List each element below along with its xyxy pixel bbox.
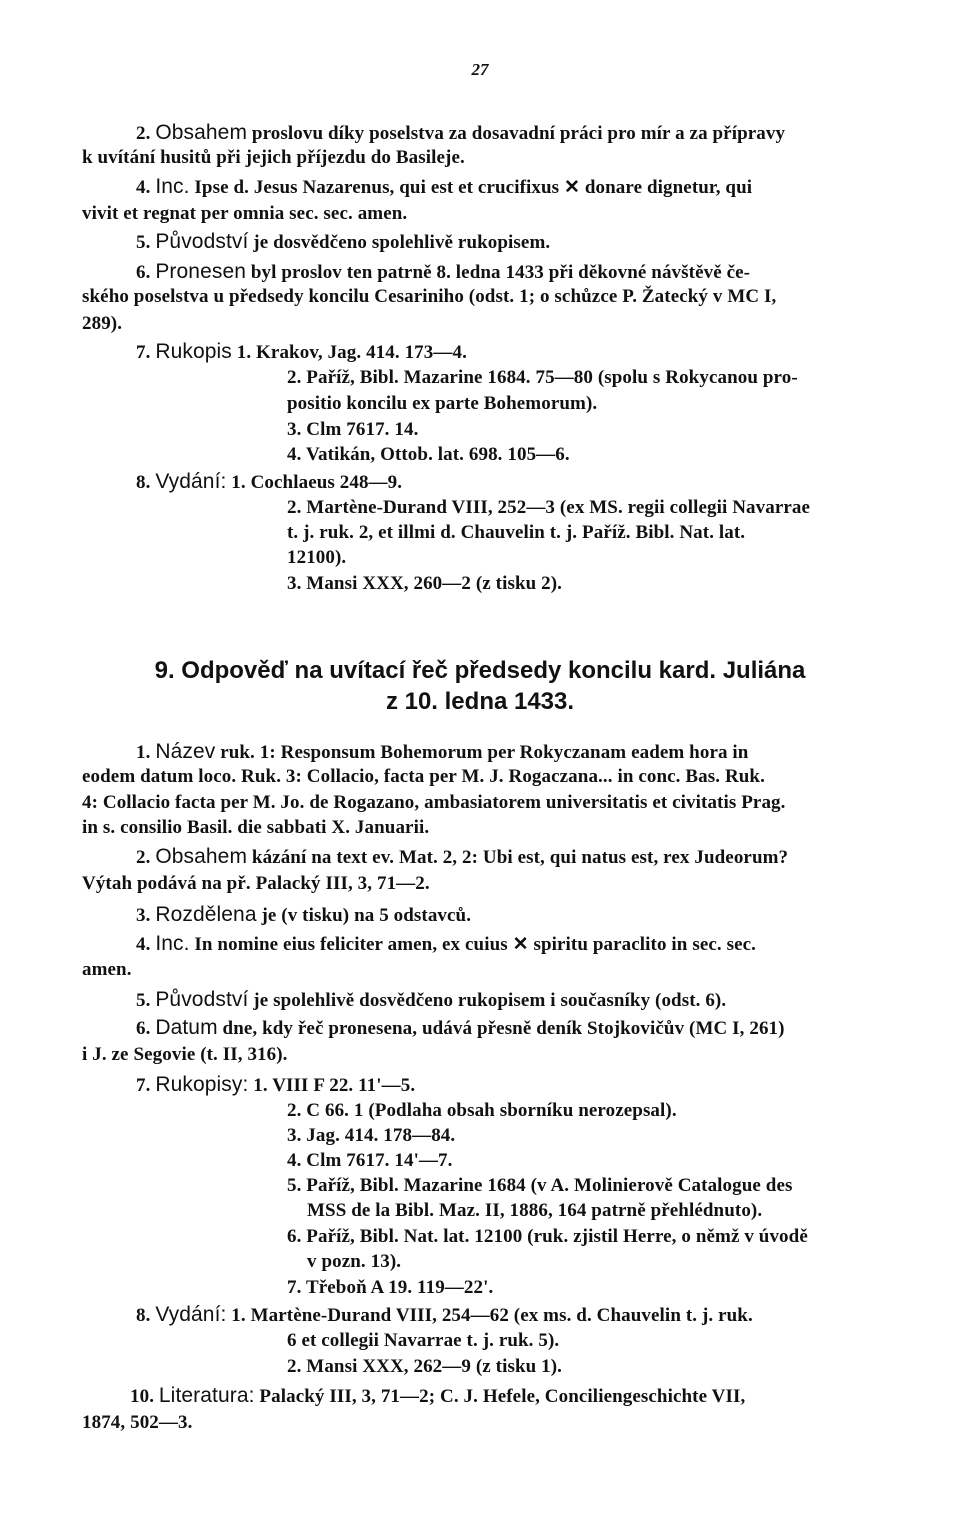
paragraph-label: Původství (155, 230, 249, 253)
s8-obsahem-line-2: k uvítání husitů při jejich příjezdu do Basileje. (82, 147, 465, 168)
paragraph-label: Literatura: (158, 1384, 255, 1407)
s8-vydani-item-2-cont: t. j. ruk. 2, et illmi d. Chauvelin t. j. Paříž. Bibl. Nat. lat. (287, 522, 746, 543)
s9-obsahem-line-2: Výtah podává na př. Palacký III, 3, 71—2. (82, 873, 430, 894)
s8-vydani-line-1: 8. Vydání: 1. Cochlaeus 248—9. (136, 470, 403, 493)
section-heading-date: z 10. ledna 1433. (385, 688, 575, 715)
s8-rukopis-item-2: 2. Paříž, Bibl. Mazarine 1684. 75—80 (spolu s Rokycanou pro- (287, 367, 798, 388)
s8-vydani-item-2-end: 12100). (287, 547, 347, 568)
s9-inc-line-2: amen. (82, 959, 132, 980)
s9-rukopisy-item-7: 7. Třeboň A 19. 119—22'. (287, 1277, 494, 1298)
s9-rukopisy-item-5: 5. Paříž, Bibl. Mazarine 1684 (v A. Molinierově Catalogue des (287, 1175, 793, 1196)
s9-datum-line-2: i J. ze Segovie (t. II, 316). (82, 1044, 288, 1065)
paragraph-label: Rozdělena (155, 903, 257, 926)
s9-nazev-line-3: 4: Collacio facta per M. Jo. de Rogazano, ambasiatorem universitatis et civitatis Prag. (82, 792, 786, 813)
s9-literatura-line-2: 1874, 502—3. (82, 1412, 193, 1433)
paragraph-label: Inc. (155, 175, 190, 198)
paragraph-label: Název (155, 740, 216, 763)
s8-rukopis-item-2-cont: positio koncilu ex parte Bohemorum). (287, 393, 598, 414)
s9-nazev-line-4: in s. consilio Basil. die sabbati X. Januarii. (82, 817, 430, 838)
s9-rukopisy-item-3: 3. Jag. 414. 178—84. (287, 1125, 456, 1146)
paragraph-label: Datum (155, 1016, 218, 1039)
section-heading: 9. Odpověď na uvítací řeč předsedy koncilu kard. Juliána (154, 657, 806, 684)
s8-puvodstvi-line: 5. Původství je dosvědčeno spolehlivě rukopisem. (136, 230, 551, 253)
s8-rukopis-item-3: 3. Clm 7617. 14. (287, 419, 419, 440)
paragraph-label: Vydání: (155, 1303, 227, 1326)
s9-inc-line-1: 4. Inc. In nomine eius feliciter amen, ex cuius ✕ spiritu paraclito in sec. sec. (136, 932, 756, 955)
s8-inc-line-2: vivit et regnat per omnia sec. sec. amen. (82, 203, 408, 224)
paragraph-label: Obsahem (155, 845, 248, 868)
s8-rukopis-line-1: 7. Rukopis 1. Krakov, Jag. 414. 173—4. (136, 340, 467, 363)
paragraph-label: Inc. (155, 932, 190, 955)
s9-datum-line-1: 6. Datum dne, kdy řeč pronesena, udává přesně deník Stojkovičův (MC I, 261) (136, 1016, 785, 1039)
s9-rukopisy-line-1: 7. Rukopisy: 1. VIII F 22. 11'—5. (136, 1073, 416, 1096)
s8-vydani-item-2: 2. Martène-Durand VIII, 252—3 (ex MS. regii collegii Navarrae (287, 497, 811, 518)
s8-obsahem-line-1: 2. Obsahem proslovu díky poselstva za dosavadní práci pro mír a za přípravy (136, 121, 786, 144)
s9-rukopisy-item-4: 4. Clm 7617. 14'—7. (287, 1150, 453, 1171)
paragraph-label: Vydání: (155, 470, 227, 493)
s8-pronesen-line-1: 6. Pronesen byl proslov ten patrně 8. ledna 1433 při děkovné návštěvě če- (136, 260, 751, 283)
page-number: 27 (471, 60, 489, 79)
s8-inc-line-1: 4. Inc. Ipse d. Jesus Nazarenus, qui est et crucifixus ✕ donare dignetur, qui (136, 175, 753, 198)
s9-puvodstvi-line: 5. Původství je spolehlivě dosvědčeno rukopisem i současníky (odst. 6). (136, 988, 727, 1011)
s8-rukopis-item-4: 4. Vatikán, Ottob. lat. 698. 105—6. (287, 444, 570, 465)
s8-vydani-item-3: 3. Mansi XXX, 260—2 (z tisku 2). (287, 573, 563, 594)
s9-rozdelena-line: 3. Rozdělena je (v tisku) na 5 odstavců. (136, 903, 472, 926)
s8-pronesen-line-2: ského poselstva u předsedy koncilu Cesariniho (odst. 1; o schůzce P. Žatecký v MC I, (82, 286, 777, 307)
paragraph-label: Původství (155, 988, 249, 1011)
s9-vydani-item-2: 2. Mansi XXX, 262—9 (z tisku 1). (287, 1356, 563, 1377)
s8-pronesen-line-3: 289). (82, 313, 123, 334)
paragraph-label: Rukopisy: (155, 1073, 249, 1096)
s9-literatura-line-1: 10. Literatura: Palacký III, 3, 71—2; C. J. Hefele, Conciliengeschichte VII, (130, 1384, 746, 1407)
s9-obsahem-line-1: 2. Obsahem kázání na text ev. Mat. 2, 2: Ubi est, qui natus est, rex Judeorum? (136, 845, 789, 868)
s9-rukopisy-item-5-cont: MSS de la Bibl. Maz. II, 1886, 164 patrně přehlédnuto). (307, 1200, 763, 1221)
s9-rukopisy-item-6: 6. Paříž, Bibl. Nat. lat. 12100 (ruk. zjistil Herre, o němž v úvodě (287, 1226, 808, 1247)
s9-rukopisy-item-6-cont: v pozn. 13). (307, 1251, 402, 1272)
paragraph-label: Pronesen (155, 260, 247, 283)
paragraph-label: Obsahem (155, 121, 248, 144)
s9-vydani-item-1-cont: 6 et collegii Navarrae t. j. ruk. 5). (287, 1330, 560, 1351)
paragraph-label: Rukopis (155, 340, 232, 363)
s9-vydani-line-1: 8. Vydání: 1. Martène-Durand VIII, 254—62 (ex ms. d. Chauvelin t. j. ruk. (136, 1303, 753, 1326)
s9-nazev-line-2: eodem datum loco. Ruk. 3: Collacio, facta per M. J. Rogaczana... in conc. Bas. Ruk. (82, 766, 765, 787)
s9-rukopisy-item-2: 2. C 66. 1 (Podlaha obsah sborníku nerozepsal). (287, 1100, 677, 1121)
s9-nazev-line-1: 1. Název ruk. 1: Responsum Bohemorum per Rokyczanam eadem hora in (136, 740, 749, 763)
